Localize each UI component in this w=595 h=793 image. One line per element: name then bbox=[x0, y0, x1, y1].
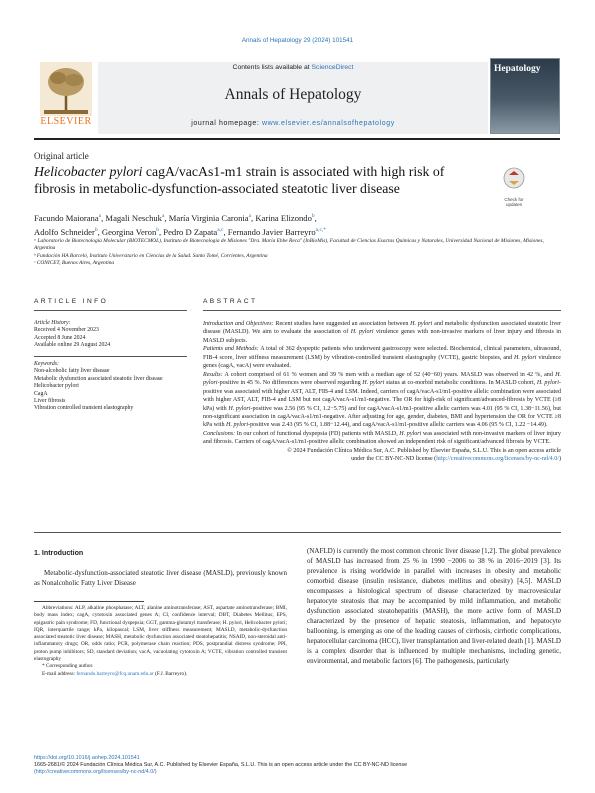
email-link[interactable]: fernando.barreyro@fcq.unam.edu.ar bbox=[76, 670, 154, 677]
author-affiliation-marker[interactable]: a bbox=[161, 213, 165, 219]
affiliation-a: ᵃ Laboratorio de Biotecnología Molecular (BIOTECMOL), Instituto de Biotecnología de Misiones "Dra. María Ebbe Reca" (InBioMis), Facultad de Ciencias Exactas Químicas y Naturales, Universidad Nacional de Misiones, Misiones, Argentina bbox=[34, 238, 544, 252]
keywords-label: Keywords: bbox=[34, 361, 59, 367]
author-affiliation-marker[interactable]: a,c,* bbox=[315, 227, 327, 234]
page-footer bbox=[34, 755, 434, 777]
abstract-rule-bottom bbox=[34, 532, 561, 533]
author-name[interactable]: Adolfo Schneider bbox=[34, 227, 95, 238]
author-name[interactable]: Georgina Veron bbox=[101, 227, 157, 238]
title-organism: Helicobacter pylori bbox=[34, 164, 143, 179]
abstract-results: Results: A cohort comprised of 61 % women and 39 % men with a median age of 52 (40−60) years. MASLD was observed in 42 %, and H. pylori-positive in 45 %. No differences were observed regarding H. pylori status at co-morbid metabolic conditions. In MASLD cohort, H. pylori-positive was associated with higher AST, ALT, FIB-4 and LSM. Indeed, carriers of cagA/vacA-s1/m1-positive allelic combination were associated with higher AST, ALT, FIB-4 and LSM but not cagA/vacA-s1/m1-negative. The OR for high-risk of significant/advanced-fibrosis by VCTE (≥8 kPa) with H. pylori-positive was 2.56 (95 % CI, 1.2−5.75) and for cagA/vacA-s1/m1-positive allelic carriers was 4.01 (95 % CI, 1.38−11.56), but non-significant association in cagA/vacA-s1/m1-negative. After adjusting for age, gender, diabetes, BMI and hypertension the OR for VCTE ≥8 kPa with H. pylori-positive was 2.43 (95 % CI, 1.88−12.44), and cagA/vacA-s1/m1-positive allelic carriers was 4.06 (95 % CI, 1.22 −14.49). bbox=[203, 371, 562, 429]
homepage-link[interactable]: www.elsevier.es/annalsofhepatology bbox=[261, 120, 395, 127]
keywords-rule bbox=[34, 356, 187, 357]
article-title bbox=[34, 163, 474, 197]
affiliations bbox=[34, 238, 554, 267]
keyword-item: Non-alcoholic fatty liver disease bbox=[34, 368, 110, 375]
article-type: Original article bbox=[34, 151, 89, 161]
contents-line: Contents lists available at ScienceDirect bbox=[232, 64, 354, 71]
header-divider bbox=[34, 138, 560, 140]
article-info-rule bbox=[34, 310, 187, 311]
author-name[interactable]: Pedro D Zapata bbox=[163, 227, 218, 238]
author-separator: , bbox=[251, 212, 256, 223]
abbreviations-footnote: Abbreviations: ALP, alkaline phosphatase; ALT, alanine aminotransferase; AST, aspartate aminotransferase; BMI, body mass index; cagA, cytotoxin associated genes A; CI, confidence interval; DBT, Diabetes Mellitus; EPS, epigastric pain syndrome; FD, functional dyspepsia; GGT, gamma-glutamyl transferase; H. pylori, Helicobacter pylori; IQR, interquartile range; kPa, kilopascal; LSM, liver stiffness measurement; MASLD, metabolic-dysfunction associated steatotic liver disease; MASH, metabolic dysfunction associated steatohepatitis; NSAID, non-steroidal anti-inflammatory drugs; OR, odds ratio; PCR, polymerase chain reaction; PDS, postprandial distress syndrome; PPI, proton pump inhibitors; SD, standard deviation; vacA, vacuolating cytotoxin A; VCTE, vibration controlled transient elastography bbox=[34, 605, 287, 663]
footnotes bbox=[34, 605, 287, 678]
email-footnote: E-mail address: fernando.barreyro@fcq.unam.edu.ar (F.J. Barreyro). bbox=[42, 670, 188, 677]
author-name[interactable]: Fernando Javier Barreyro bbox=[227, 227, 316, 238]
affiliation-c: ᶜ CONICET, Buenos Aires, Argentina bbox=[34, 259, 115, 266]
author-separator: , bbox=[314, 212, 317, 223]
keyword-item: CagA bbox=[34, 390, 48, 397]
author-affiliation-marker[interactable]: b bbox=[94, 227, 98, 234]
introduction-paragraph-continued: (NAFLD) is currently the most common chronic liver disease [1,2]. The global prevalence of MASLD has increased from 25 % in 1990 −2006 to 38 % in 2016−2019 [3]. Its prevalence is rising worldwide in parallel with increases in obesity and metabolic comorbid disease (insulin resistance, diabetes mellitus and obesity) [4,5]. MASLD encompasses a histological spectrum of disease characterized by macrovesicular hepatocyte steatosis that may be accompanied by mild inflammation, and metabolic dysfunction associated steatohepatitis (MASH), the more active form of MASLD characterized by the presence of hepatic steatosis, inflammation, and hepatocyte ballooning, is emerging as one of the leading causes of cirrhosis, cirrhotic complications, hepatocellular carcinoma (HCC), liver transplantation and liver-related death [1]. MASLD is a complex disorder that is influenced by multiple mechanisms, including genetic, environmental, and metabolic factors [6]. The pathogenesis, particularly bbox=[307, 547, 561, 665]
section-heading-introduction: 1. Introduction bbox=[34, 549, 84, 557]
author-name[interactable]: María Virginia Caronia bbox=[168, 212, 249, 223]
author-name[interactable]: Karina Elizondo bbox=[255, 212, 312, 223]
affiliation-b: ᵇ Fundación HA Barceló, Instituto Universitario en Ciencias de la Salud. Santo Tomé, Corrientes, Argentina bbox=[34, 252, 268, 259]
introduction-paragraph-start: Metabolic-dysfunction-associated steatotic liver disease (MASLD), previously known as Nonalcoholic Fatty Liver Disease bbox=[34, 569, 287, 587]
abstract-intro: Introduction and Objectives: Recent studies have suggested an association between H. pylori and metabolic dysfunction associated steatotic liver disease (MASLD). We aim to evaluate the association of H. pylori virulence genes with non-invasive markers of liver injury and fibrosis in MASLD subjects. bbox=[203, 321, 561, 344]
title-text: cagA/vacAs1-m1 strain is associated with high risk of fibrosis in metabolic-dysfunction-associated steatotic liver disease bbox=[34, 164, 445, 196]
history-accepted: Accepted 8 June 2024 bbox=[34, 334, 86, 341]
license-link[interactable]: http://creativecommons.org/licenses/by-nc-nd/4.0/ bbox=[436, 456, 559, 463]
author-name[interactable]: Facundo Maiorana bbox=[34, 212, 99, 223]
elsevier-wordmark: ELSEVIER bbox=[40, 116, 92, 127]
footer-license-link[interactable]: (http://creativecommons.org/licenses/by-nc-nd/4.0/) bbox=[34, 769, 157, 776]
keywords bbox=[34, 361, 182, 413]
history-label: Article History: bbox=[34, 320, 71, 326]
abstract-conclusions: Conclusions: In our cohort of functional dyspepsia (FD) patients with MASLD, H. pylori was associated with non-invasive markers of liver injury and fibrosis. Carriers of cagA/vacA-s1/m1-positive allelic combination showed an independent risk of significant/advanced fibrosis by VCTE. bbox=[203, 430, 561, 446]
corresponding-author: * Corresponding author. bbox=[42, 663, 94, 670]
cover-title: Hepatology bbox=[494, 64, 541, 74]
check-for-updates-badge[interactable] bbox=[497, 166, 531, 207]
running-header[interactable]: Annals of Hepatology 29 (2024) 101541 bbox=[241, 37, 354, 44]
abstract-rule-top bbox=[203, 310, 561, 311]
check-updates-label: Check for updates bbox=[504, 197, 524, 207]
abstract-methods: Patients and Methods: A total of 362 dyspeptic patients who underwent gastroscopy were selected. Biochemical, clinical parameters, ultrasound, FIB-4 score, liver stiffness measurement (LSM) by vibration-controlled transient elastography (VCTE), gastric biopsies, and H. pylori virulence genes (cagA, vacA) were evaluated. bbox=[203, 346, 561, 370]
abstract-copyright: © 2024 Fundación Clínica Médica Sur, A.C. Published by Elsevier España, S.L.U. This is an open access article bbox=[287, 447, 561, 454]
author-name[interactable]: Magali Neschuk bbox=[105, 212, 162, 223]
keyword-item: Vibration controlled transient elastography bbox=[34, 405, 134, 412]
keyword-item: Helicobacter pylori bbox=[34, 383, 79, 390]
author-separator: , bbox=[223, 227, 228, 238]
history-received: Received 4 November 2023 bbox=[34, 327, 99, 334]
author-separator: , bbox=[159, 227, 164, 238]
history-online: Available online 29 August 2024 bbox=[34, 342, 111, 349]
author-affiliation-marker[interactable]: a,c bbox=[217, 227, 224, 234]
author-affiliation-marker[interactable]: b bbox=[311, 213, 315, 219]
journal-name: Annals of Hepatology bbox=[224, 86, 362, 103]
author-separator: , bbox=[164, 212, 169, 223]
elsevier-logo bbox=[36, 60, 96, 130]
sciencedirect-link[interactable]: ScienceDirect bbox=[311, 64, 354, 71]
keyword-item: Liver fibrosis bbox=[34, 398, 66, 405]
doi-link[interactable]: https://doi.org/10.1016/j.aohep.2024.101541 bbox=[34, 755, 140, 761]
footnote-rule bbox=[34, 601, 144, 602]
authors-line-2 bbox=[34, 224, 534, 238]
article-info-heading: ARTICLE INFO bbox=[34, 298, 109, 305]
article-history bbox=[34, 320, 192, 350]
author-separator: , bbox=[101, 212, 106, 223]
author-separator: , bbox=[97, 227, 102, 238]
issn-line: 1665-2681/© 2024 Fundación Clínica Médica Sur, A.C. Published by Elsevier España, S.L.U. This is an open access article under the CC BY-NC-ND license bbox=[34, 762, 408, 769]
abstract-license: under the CC BY-NC-ND license (http://creativecommons.org/licenses/by-nc-nd/4.0/) bbox=[351, 456, 561, 463]
abstract-heading: ABSTRACT bbox=[203, 298, 258, 305]
author-affiliation-marker[interactable]: a bbox=[98, 213, 102, 219]
check-updates-icon bbox=[497, 166, 531, 192]
journal-homepage: journal homepage: www.elsevier.es/annalsofhepatology bbox=[191, 120, 395, 127]
authors-line-1 bbox=[34, 210, 534, 224]
keyword-item: Metabolic dysfunction associated steatotic liver disease bbox=[34, 375, 163, 382]
author-affiliation-marker[interactable]: b bbox=[156, 227, 159, 234]
abstract-body bbox=[203, 320, 561, 464]
author-list bbox=[34, 210, 534, 239]
author-affiliation-marker[interactable]: a bbox=[248, 213, 252, 219]
